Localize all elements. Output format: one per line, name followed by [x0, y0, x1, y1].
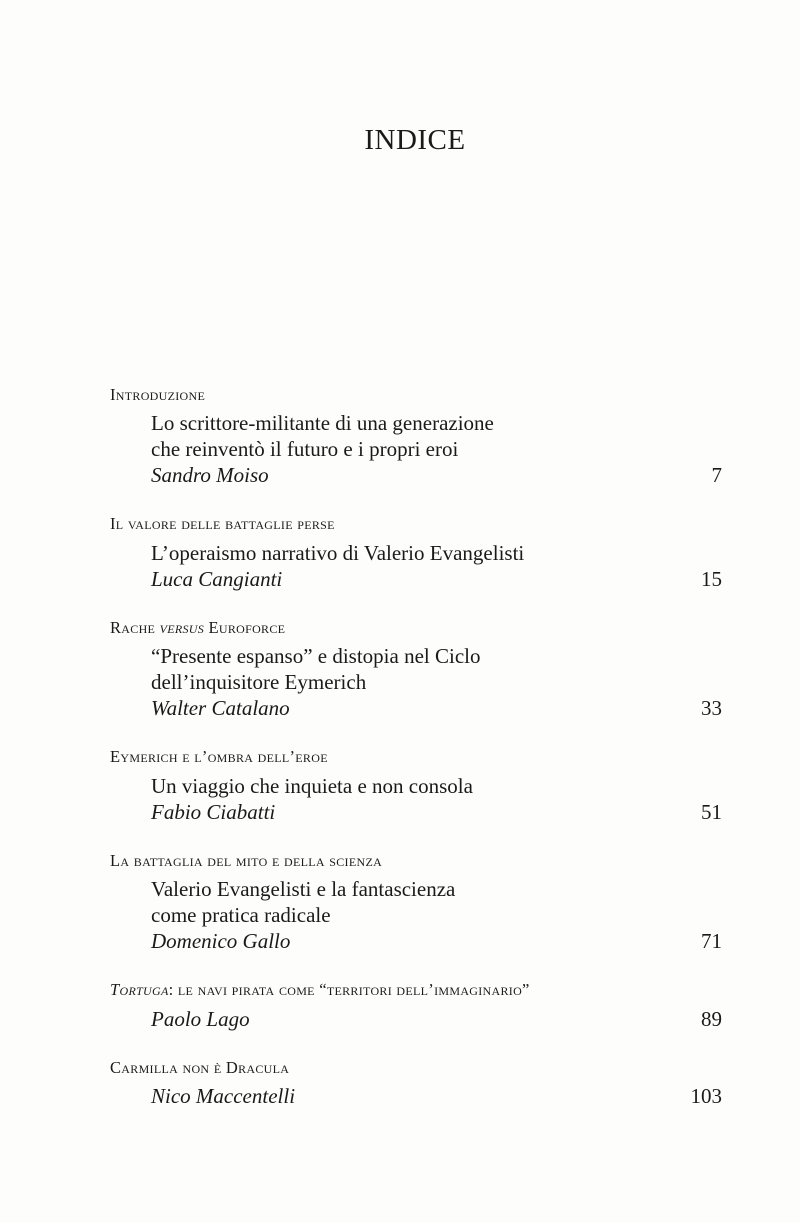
section-title-text: Rache: [110, 618, 160, 637]
author-name: Walter Catalano: [151, 696, 290, 720]
author-name: Sandro Moiso: [151, 463, 269, 487]
page-number: 103: [690, 1084, 722, 1108]
essay-title-line: “Presente espanso” e distopia nel Ciclo: [151, 644, 481, 668]
author-name: Fabio Ciabatti: [151, 800, 276, 824]
page-number: 15: [701, 567, 722, 591]
section-title: [110, 1058, 289, 1078]
essay-title-line: Lo scrittore-militante di una generazione: [151, 411, 494, 435]
section-title: [110, 618, 285, 638]
author-name: Luca Cangianti: [151, 567, 283, 591]
page-number: 71: [701, 929, 722, 953]
page-number: 89: [701, 1007, 722, 1031]
essay-title-line: L’operaismo narrativo di Valerio Evangelisti: [151, 541, 525, 565]
author-name: Domenico Gallo: [151, 929, 291, 953]
essay-title-line: come pratica radicale: [151, 903, 331, 927]
section-title-text: Il valore delle battaglie perse: [110, 514, 335, 533]
section-title-text: La battaglia del mito e della scienza: [110, 851, 383, 870]
essay-title-line: che reinventò il futuro e i propri eroi: [151, 437, 459, 461]
section-title-text: : le navi pirata come “territori dell’immaginario”: [168, 980, 530, 999]
section-title-text: Carmilla non è Dracula: [110, 1058, 290, 1077]
section-title-text: Eymerich e l’ombra dell’eroe: [110, 747, 328, 766]
essay-title-line: Un viaggio che inquieta e non consola: [151, 774, 473, 798]
section-title-italic-text: versus: [159, 618, 205, 637]
section-title: [110, 385, 205, 405]
section-title: [110, 747, 328, 767]
section-title-italic-text: Tortuga: [110, 980, 169, 999]
page-number: 7: [711, 463, 722, 487]
section-title: [110, 514, 335, 534]
page-number: 33: [701, 696, 722, 720]
page-number: 51: [701, 800, 722, 824]
section-title-text: Euroforce: [204, 618, 286, 637]
section-title: [110, 851, 382, 871]
author-name: Nico Maccentelli: [151, 1084, 296, 1108]
page-title: INDICE: [364, 124, 466, 156]
section-title-text: Introduzione: [110, 385, 206, 404]
section-title: [110, 980, 530, 1000]
essay-title-line: dell’inquisitore Eymerich: [151, 670, 367, 694]
author-name: Paolo Lago: [151, 1007, 250, 1031]
essay-title-line: Valerio Evangelisti e la fantascienza: [151, 877, 456, 901]
